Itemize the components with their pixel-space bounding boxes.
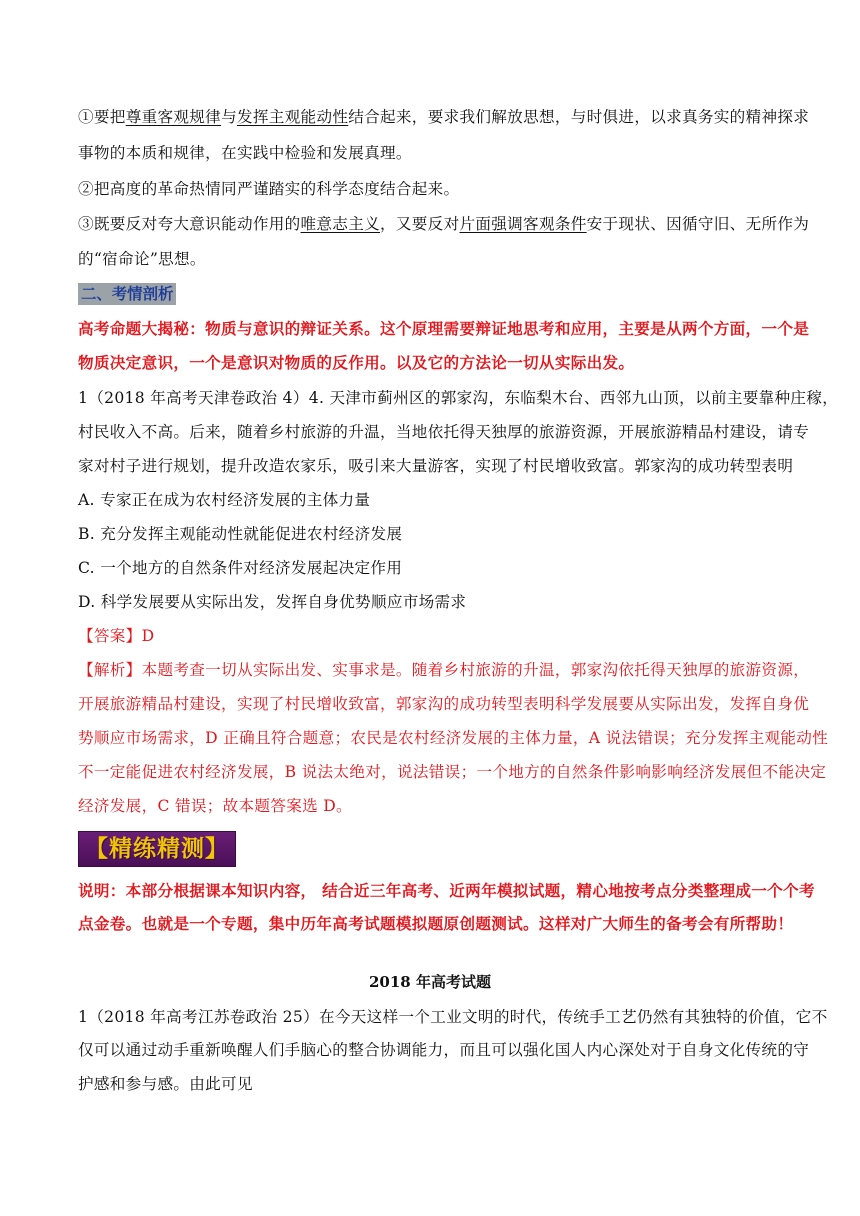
question-1-stem-line-1: 1（2018 年高考天津卷政治 4）4. 天津市蓟州区的郭家沟，东临梨木台、西邻九山顶，以前主要靠种庄稼， bbox=[78, 389, 839, 407]
text: ，又要反对 bbox=[380, 215, 460, 233]
text: 结合起来，要求我们解放思想，与时俱进，以求真务实的精神探求 bbox=[348, 108, 810, 126]
option-c: C. 一个地方的自然条件对经济发展起决定作用 bbox=[78, 559, 403, 577]
answer-value: D bbox=[141, 627, 155, 645]
question-1-stem-line-2: 村民收入不高。后来，随着乡村旅游的升温，当地依托得天独厚的旅游资源，开展旅游精品村建设，请专 bbox=[78, 423, 810, 441]
subtitle: 2018 年高考试题 bbox=[369, 973, 491, 991]
point-2: ②把高度的革命热情同严谨踏实的科学态度结合起来。 bbox=[78, 180, 460, 198]
banner-text: 【精练精测】 bbox=[85, 836, 229, 862]
answer-line bbox=[78, 625, 154, 647]
question-2-line-2: 仅可以通过动手重新唤醒人们手脑心的整合协调能力，而且可以强化国人内心深处对于自身文化传统的守 bbox=[78, 1041, 810, 1059]
option-d: D. 科学发展要从实际出发，发挥自身优势顺应市场需求 bbox=[78, 593, 467, 611]
point-3-line-2: 的“宿命论”思想。 bbox=[78, 250, 206, 268]
option-a: A. 专家正在成为农村经济发展的主体力量 bbox=[78, 491, 371, 509]
note-line-2: 点金卷。也就是一个专题，集中历年高考试题模拟题原创题测试。这样对广大师生的备考会有所帮助！ bbox=[78, 914, 794, 933]
exam-secret-line-2: 物质决定意识，一个是意识对物质的反作用。以及它的方法论一切从实际出发。 bbox=[78, 353, 635, 372]
analysis-line-1 bbox=[78, 659, 809, 681]
text: 安于现状、因循守旧、无所作为 bbox=[586, 215, 810, 233]
practice-banner bbox=[78, 831, 236, 867]
analysis-line-5: 经济发展，C 错误；故本题答案选 D。 bbox=[78, 797, 352, 815]
point-3-line-1 bbox=[78, 213, 809, 235]
exam-secret-line-1: 高考命题大揭秘：物质与意识的辩证关系。这个原理需要辩证地思考和应用，主要是从两个方面，一个是 bbox=[78, 319, 810, 338]
point-1-line-1 bbox=[78, 106, 809, 128]
section-heading: 二、考情剖析 bbox=[78, 283, 176, 305]
analysis-label: 【解析】 bbox=[78, 661, 142, 679]
underlined-term: 唯意志主义 bbox=[300, 215, 380, 233]
text: 本题考查一切从实际出发、实事求是。随着乡村旅游的升温，郭家沟依托得天独厚的旅游资源， bbox=[141, 661, 810, 679]
option-b: B. 充分发挥主观能动性就能促进农村经济发展 bbox=[78, 525, 403, 543]
underlined-term: 片面强调客观条件 bbox=[459, 215, 587, 233]
text: 与 bbox=[221, 108, 237, 126]
question-2-line-1: 1（2018 年高考江苏卷政治 25）在今天这样一个工业文明的时代，传统手工艺仍然有其独特的价值，它不 bbox=[78, 1008, 828, 1026]
answer-label: 【答案】 bbox=[78, 627, 142, 645]
question-1-stem-line-3: 家对村子进行规划，提升改造农家乐，吸引来大量游客，实现了村民增收致富。郭家沟的成功转型表明 bbox=[78, 457, 794, 475]
underlined-term: 尊重客观规律 bbox=[125, 108, 222, 126]
analysis-line-4: 不一定能促进农村经济发展，B 说法太绝对，说法错误；一个地方的自然条件影响影响经济发展但不能决定 bbox=[78, 763, 827, 781]
text: ①要把 bbox=[78, 108, 126, 126]
point-1-line-2: 事物的本质和规律，在实践中检验和发展真理。 bbox=[78, 144, 412, 162]
note-line-1: 说明：本部分根据课本知识内容， 结合近三年高考、近两年模拟试题，精心地按考点分类整理成一个个考 bbox=[78, 881, 815, 900]
analysis-line-3: 势顺应市场需求，D 正确且符合题意；农民是农村经济发展的主体力量，A 说法错误；充分发挥主观能动性 bbox=[78, 729, 829, 747]
underlined-term: 发挥主观能动性 bbox=[236, 108, 349, 126]
analysis-line-2: 开展旅游精品村建设，实现了村民增收致富，郭家沟的成功转型表明科学发展要从实际出发，发挥自身优 bbox=[78, 695, 810, 713]
question-2-line-3: 护感和参与感。由此可见 bbox=[78, 1075, 253, 1093]
text: ③既要反对夸大意识能动作用的 bbox=[78, 215, 301, 233]
